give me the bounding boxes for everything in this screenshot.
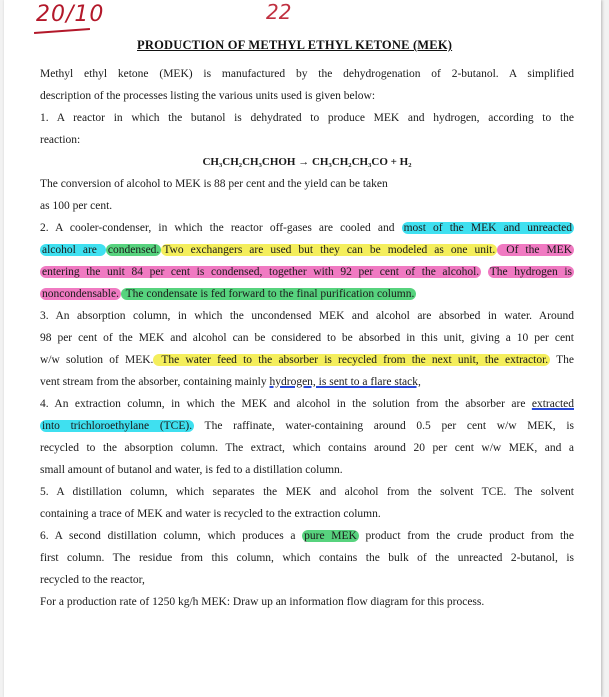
highlight-yellow: Two exchangers are used but they can be modeled as one unit. xyxy=(163,244,496,256)
highlight-pink: Of the MEK xyxy=(499,244,572,256)
page-title: PRODUCTION OF METHYL ETHYL KETONE (MEK) xyxy=(137,38,453,52)
text-line xyxy=(40,242,574,258)
highlight-yellow: The water feed to the absorber is recycled from the next unit, the extractor. xyxy=(155,354,549,366)
highlight-pink: entering the unit 84 per cent is condensed, together with 92 per cent of the alcohol. xyxy=(42,266,480,278)
text-line: description of the processes listing the various units used is given below: xyxy=(40,90,376,102)
handwritten-number: 22 xyxy=(266,0,292,24)
handwritten-date: 20/10 xyxy=(36,2,105,27)
text-line: first column. The residue from this column, which contains the bulk of the unreacted 2-butanol, is xyxy=(40,552,574,564)
handwritten-underline xyxy=(34,28,90,34)
underlined-text: extracted xyxy=(531,398,574,410)
highlight-blue: alcohol are xyxy=(42,244,104,256)
text-line: recycled to the reactor, xyxy=(40,574,145,586)
text-line xyxy=(40,418,574,434)
text-line: small amount of butanol and water, is fed to a distillation column. xyxy=(40,464,343,476)
text-line: reaction: xyxy=(40,134,81,146)
text-line: as 100 per cent. xyxy=(40,200,113,212)
text-line: recycled to the absorption column. The extract, which contains around 20 per cent w/w MEK, and a xyxy=(40,442,574,454)
text-segment: 6. A second distillation column, which produces a xyxy=(40,530,303,542)
text-line: Methyl ethyl ketone (MEK) is manufactured by the dehydrogenation of 2-butanol. A simplified xyxy=(40,68,574,80)
text-line: The conversion of alcohol to MEK is 88 per cent and the yield can be taken xyxy=(40,178,388,190)
highlight-pink: The hydrogen is xyxy=(489,266,573,278)
text-line xyxy=(40,528,574,544)
text-segment: w/w solution of MEK. xyxy=(40,354,154,366)
highlight-pink: noncondensable. xyxy=(42,288,119,300)
text-line: 1. A reactor in which the butanol is dehydrated to produce MEK and hydrogen, according to the xyxy=(40,112,574,124)
text-line: For a production rate of 1250 kg/h MEK: Draw up an information flow diagram for this process. xyxy=(40,596,485,608)
text-segment: product from the crude product from the xyxy=(358,530,574,542)
highlight-blue: into trichloroethylane (TCE). xyxy=(42,420,193,432)
text-line xyxy=(40,396,574,412)
text-segment: 2. A cooler-condenser, in which the reactor off-gases are cooled and xyxy=(40,222,402,234)
text-segment: 4. An extraction column, in which the MEK and alcohol in the solution from the absorber are xyxy=(40,398,532,410)
text-line xyxy=(40,352,574,368)
text-segment: The raffinate, water-containing around 0.5 per cent w/w MEK, is xyxy=(194,420,574,432)
underlined-text: hydrogen, is sent to a flare stack, xyxy=(269,376,421,388)
highlight-green: The condensate is fed forward to the final purification column. xyxy=(122,288,415,300)
text-line xyxy=(40,286,574,302)
text-line: 98 per cent of the MEK and alcohol can be considered to be absorbed in this unit, giving a 10 per cent xyxy=(40,332,574,344)
text-segment xyxy=(481,266,488,278)
reaction-equation: CH₃CH₂CH₃CHOH → CH₃CH₂CH₃CO + H₂ xyxy=(202,156,412,168)
text-segment: The xyxy=(550,354,575,366)
highlight-green: pure MEK xyxy=(304,530,357,542)
text-line: 3. An absorption column, in which the uncondensed MEK and alcohol are absorbed in water. Around xyxy=(40,310,574,322)
highlight-blue: most of the MEK and unreacted xyxy=(403,222,572,234)
highlight-green: condensed. xyxy=(107,244,160,256)
text-line: containing a trace of MEK and water is recycled to the extraction column. xyxy=(40,508,381,520)
text-line xyxy=(40,374,574,390)
text-line xyxy=(40,264,574,280)
document-page xyxy=(4,0,601,697)
text-line: 5. A distillation column, which separates the MEK and alcohol from the solvent TCE. The solvent xyxy=(40,486,574,498)
text-segment: vent stream from the absorber, containing mainly xyxy=(40,376,270,388)
text-line xyxy=(40,220,574,236)
